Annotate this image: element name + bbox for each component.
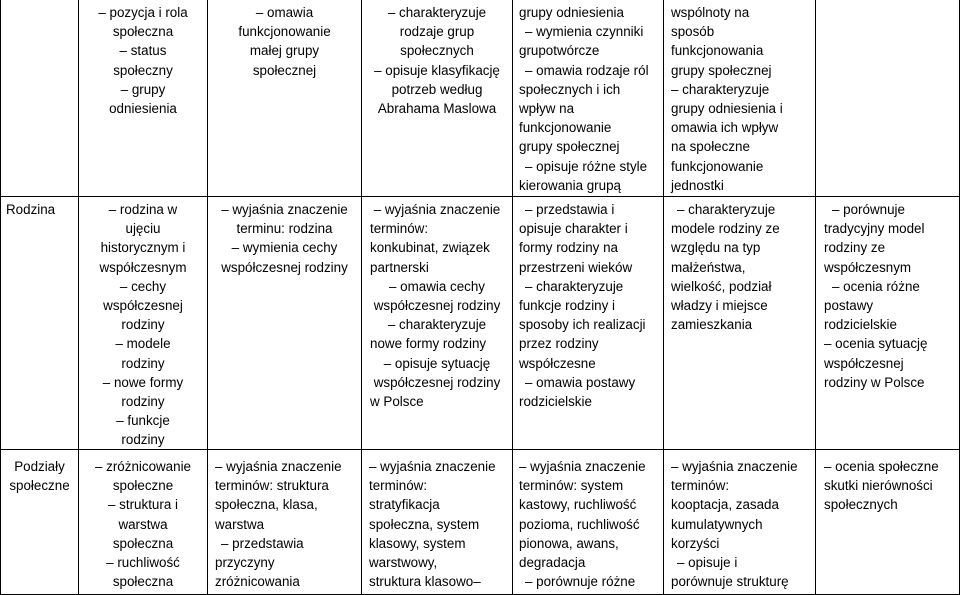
cell-line: terminów: <box>671 478 730 494</box>
cell-line: zróżnicowania <box>215 574 300 590</box>
cell-line: skutki nierówności <box>824 478 933 494</box>
cell-line: grupy społecznej <box>671 62 772 78</box>
cell-line: społeczne <box>112 478 174 494</box>
cell-line: społeczne <box>9 478 70 494</box>
cell-line: – status <box>119 43 167 59</box>
cell-line: grupotwórcze <box>519 43 600 59</box>
row-1-requirements-basic <box>208 200 361 449</box>
cell-line: – wyjaśnia znaczenie <box>671 459 798 474</box>
cell-line: kierowania grupą <box>519 177 621 193</box>
cell-line: – charakteryzuje <box>525 278 624 294</box>
cell-line: zamieszkania <box>671 317 753 333</box>
row-divider <box>0 196 960 197</box>
cell-line: – przedstawia i <box>525 202 615 217</box>
cell-line: – omawia <box>255 5 314 20</box>
cell-line: wpływ na <box>519 101 575 117</box>
cell-line: rodziny <box>121 432 165 448</box>
cell-line: – wymienia czynniki <box>525 24 644 40</box>
cell-line: konkubinat, związek <box>370 240 490 256</box>
cell-line: historycznym i <box>100 240 186 256</box>
cell-line: korzyści <box>671 535 720 551</box>
cell-line: omawia ich wpływ <box>671 120 779 136</box>
cell-line: władzy i miejsce <box>671 298 768 314</box>
cell-line: rodziny w Polsce <box>824 374 925 390</box>
cell-line: – wyjaśnia znaczenie <box>215 459 342 474</box>
cell-line: wspólnoty na <box>671 5 750 20</box>
cell-line: postawy <box>824 298 874 314</box>
cell-line: – nowe formy <box>102 374 184 390</box>
row-2-requirements-full <box>664 457 815 594</box>
cell-line: społeczna, klasa, <box>215 497 318 513</box>
cell-line: społecznej <box>252 62 317 78</box>
cell-line: – wyjaśnia znaczenie <box>373 202 501 217</box>
cell-line: – opisuje sytuację <box>383 355 491 371</box>
cell-line: rodzicielskie <box>824 317 897 333</box>
cell-line: warstwa <box>118 516 168 532</box>
cell-line: – ruchliwość <box>106 555 180 571</box>
cell-line: porównuje strukturę <box>671 574 789 590</box>
cell-line: – rodzina w <box>108 202 178 217</box>
cell-line: w Polsce <box>370 394 424 410</box>
cell-line: jednostki <box>671 177 724 193</box>
cell-line: społecznych <box>824 497 898 513</box>
cell-line: kastowy, ruchliwość <box>519 497 637 513</box>
cell-line: terminów: <box>370 221 429 237</box>
cell-line: rodzaje grup <box>399 24 475 40</box>
row-2-requirements-complex <box>513 457 663 594</box>
cell-line: stratyfikacja <box>369 497 440 513</box>
cell-line: współczesnym <box>824 259 912 275</box>
cell-line: przestrzeni wieków <box>519 259 633 275</box>
row-1-requirements-beyond <box>816 200 959 449</box>
cell-line: grupy odniesienia i <box>671 101 783 117</box>
row-2-requirements-extended <box>362 457 512 594</box>
cell-line: współczesnym <box>99 259 187 275</box>
cell-line: – zróżnicowanie <box>94 459 192 474</box>
cell-line: nowe formy rodziny <box>370 336 487 352</box>
cell-line: społeczna <box>112 24 174 40</box>
cell-line: rodziny <box>121 394 165 410</box>
cell-line: grupy odniesienia <box>519 5 624 20</box>
cell-line: – opisuje klasyfikację <box>374 62 500 78</box>
cell-line: małej grupy <box>249 43 320 59</box>
cell-line: – porównuje różne <box>525 574 636 590</box>
cell-line: – ocenia sytuację <box>824 336 928 352</box>
cell-line: – przedstawia <box>221 535 304 551</box>
cell-line: terminów: struktura <box>215 478 329 494</box>
cell-line: – cechy <box>119 278 167 294</box>
cell-line: – ocenia społeczne <box>824 459 939 474</box>
cell-line: wielkość, podział <box>671 278 772 294</box>
cell-line: przyczyny <box>215 555 275 571</box>
row-0-requirements-complex <box>513 3 663 196</box>
cell-line: funkcjonowania <box>671 43 764 59</box>
cell-line: warstwa <box>215 516 265 532</box>
cell-line: terminów: <box>369 478 428 494</box>
cell-line: formy rodziny na <box>519 240 618 256</box>
cell-line: Abrahama Maslowa <box>377 101 497 117</box>
cell-line: współczesnej <box>824 355 904 371</box>
cell-line: – pozycja i rola <box>98 5 188 20</box>
cell-line: rodziny <box>121 317 165 333</box>
cell-line: degradacja <box>519 555 586 571</box>
row-0-requirements-beyond <box>816 3 959 196</box>
cell-line: – omawia cechy <box>388 278 485 294</box>
cell-line: funkcjonowanie <box>519 120 612 136</box>
row-0-requirements-extended <box>362 3 512 196</box>
cell-line: Rodzina <box>6 202 56 217</box>
cell-line: – wyjaśnia znaczenie <box>221 202 348 217</box>
cell-line: współczesnej <box>103 298 183 314</box>
cell-line: kumulatywnych <box>671 516 763 532</box>
cell-line: społeczny <box>113 62 173 78</box>
row-2-requirements-beyond <box>816 457 959 594</box>
row-2-topic <box>1 457 78 594</box>
cell-line: – modele <box>115 336 171 352</box>
row-0-content <box>79 3 207 196</box>
cell-line: struktura klasowo– <box>369 574 481 590</box>
cell-line: funkcjonowanie <box>671 158 764 174</box>
row-0-requirements-full <box>664 3 815 196</box>
cell-line: współczesnej rodziny <box>373 298 501 314</box>
cell-line: – opisuje i <box>677 555 738 571</box>
cell-line: społeczna <box>112 535 174 551</box>
cell-line: terminów: system <box>519 478 624 494</box>
cell-line: odniesienia <box>109 101 177 117</box>
row-1-requirements-complex <box>513 200 663 449</box>
cell-line: względu na typ <box>671 240 761 256</box>
row-0-topic <box>1 3 78 196</box>
cell-line: ujęciu <box>125 221 161 237</box>
cell-line: – funkcje <box>116 413 170 429</box>
cell-line: terminu: rodzina <box>236 221 333 237</box>
cell-line: modele rodziny ze <box>671 221 780 237</box>
cell-line: tradycyjny model <box>824 221 925 237</box>
row-1-topic <box>1 200 78 449</box>
cell-line: – charakteryzuje <box>671 81 770 97</box>
row-2-requirements-basic <box>208 457 361 594</box>
cell-line: sposoby ich realizacji <box>519 317 646 333</box>
cell-line: sposób <box>671 24 715 40</box>
cell-line: na społeczne <box>671 139 750 155</box>
cell-line: rodzicielskie <box>519 394 592 410</box>
cell-line: rodziny <box>121 355 165 371</box>
cell-line: współczesnej rodziny <box>373 374 501 390</box>
cell-line: grupy społecznej <box>519 139 620 155</box>
cell-line: rodziny ze <box>824 240 886 256</box>
cell-line: – charakteryzuje <box>387 5 487 20</box>
cell-line: potrzeb według <box>391 81 483 97</box>
cell-line: kooptacja, zasada <box>671 497 779 513</box>
row-0-requirements-basic <box>208 3 361 196</box>
cell-line: – porównuje <box>832 202 905 217</box>
row-1-content <box>79 200 207 449</box>
cell-line: społecznych i ich <box>519 81 621 97</box>
cell-line: społeczna <box>112 574 174 590</box>
cell-line: pionowa, awans, <box>519 535 619 551</box>
cell-line: funkcjonowanie <box>238 24 331 40</box>
cell-line: współczesnej rodziny <box>221 259 348 275</box>
cell-line: społecznych <box>400 43 474 59</box>
cell-line: funkcje rodziny i <box>519 298 616 314</box>
cell-line: Podziały <box>14 459 65 474</box>
cell-line: partnerski <box>370 259 429 275</box>
cell-line: – charakteryzuje <box>387 317 487 333</box>
cell-line: opisuje charakter i <box>519 221 628 237</box>
cell-line: – opisuje różne style <box>525 158 648 174</box>
cell-line: – struktura i <box>108 497 178 513</box>
row-2-content <box>79 457 207 594</box>
cell-line: – omawia postawy <box>525 374 636 390</box>
cell-line: – omawia rodzaje ról <box>525 62 649 78</box>
cell-line: – wymienia cechy <box>231 240 338 256</box>
cell-line: – wyjaśnia znaczenie <box>519 459 646 474</box>
row-1-requirements-extended <box>362 200 512 449</box>
cell-line: warstwowy, <box>369 555 438 571</box>
cell-line: klasowy, system <box>369 535 466 551</box>
cell-line: – grupy <box>120 81 166 97</box>
cell-line: – charakteryzuje <box>677 202 776 217</box>
cell-line: współczesne <box>519 355 596 371</box>
cell-line: – wyjaśnia znaczenie <box>369 459 496 474</box>
cell-line: społeczna, system <box>369 516 480 532</box>
row-divider <box>0 449 960 450</box>
cell-line: – ocenia różne <box>832 278 920 294</box>
cell-line: pozioma, ruchliwość <box>519 516 640 532</box>
cell-line: małżeństwa, <box>671 259 746 275</box>
row-1-requirements-full <box>664 200 815 449</box>
cell-line: przez rodziny <box>519 336 599 352</box>
